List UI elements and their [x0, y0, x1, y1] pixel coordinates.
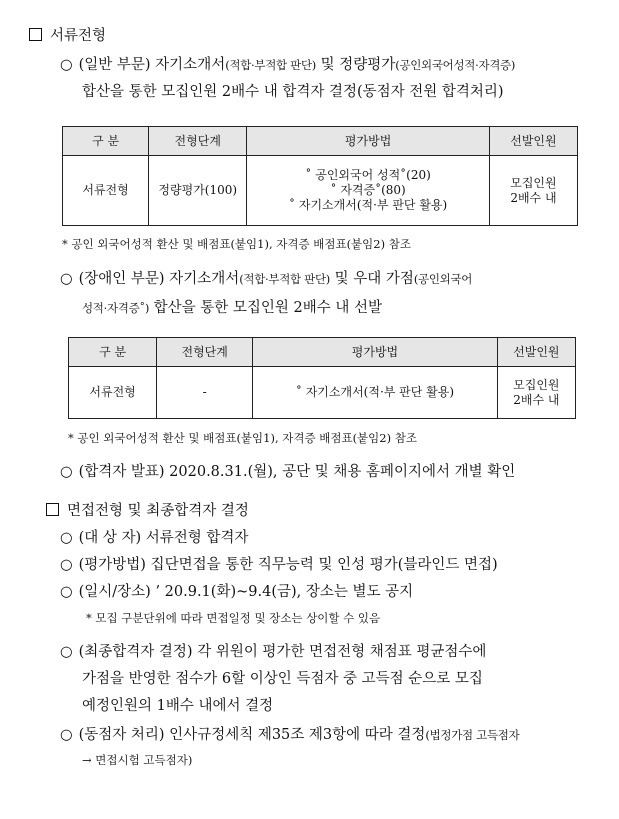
general-track-label: (일반 부문) — [78, 57, 151, 73]
header-category: 구 분 — [63, 127, 149, 156]
p1-text-a: 자기소개서 — [150, 57, 226, 73]
list-item — [60, 553, 498, 574]
note-conversion-table: * 공인 외국어성적 환산 및 배점표(붙임1), 자격증 배점표(붙임2) 참조 — [62, 237, 411, 251]
header-method: 평가방법 — [253, 338, 497, 367]
square-bullet-icon — [29, 28, 42, 41]
circle-bullet-icon: ○ — [60, 584, 73, 600]
circle-bullet-icon: ○ — [60, 57, 73, 73]
cell-category: 서류전형 — [63, 156, 149, 226]
cell-method — [247, 156, 490, 226]
screening-table-general — [62, 126, 578, 226]
cell-quota — [497, 367, 575, 419]
header-method: 평가방법 — [247, 127, 490, 156]
quota-line: 2배수 내 — [513, 392, 560, 407]
circle-bullet-icon: ○ — [60, 530, 73, 546]
method-line: ˚ 공인외국어 성적˚(20) — [305, 168, 431, 182]
note-interview-schedule: * 모집 구분단위에 따라 면접일정 및 장소는 상이할 수 있음 — [86, 611, 381, 625]
header-stage: 전형단계 — [149, 127, 247, 156]
table-row — [63, 156, 578, 226]
p1-text-b: (적합·부적합 판단) — [225, 58, 316, 72]
p2-text-d: (공인외국어 — [413, 272, 473, 286]
circle-bullet-icon: ○ — [60, 464, 73, 480]
p2-line2-a: 성적·자격증˚) — [82, 301, 150, 315]
announcement-paragraph — [60, 460, 515, 481]
announcement-text: (합격자 발표) 2020.8.31.(월), 공단 및 채용 홈페이지에서 개별 확인 — [78, 464, 516, 480]
p2-text-b: (적합·부적합 판단) — [239, 272, 330, 286]
method-line: ˚ 자기소개서(적·부 판단 활용) — [289, 198, 448, 212]
cell-stage: 정량평가(100) — [149, 156, 247, 226]
disability-track-label: (장애인 부문) — [78, 271, 165, 287]
cell-method: ˚ 자기소개서(적·부 판단 활용) — [253, 367, 497, 419]
method-line: ˚ 자격증˚(80) — [330, 183, 406, 197]
header-quota: 선발인원 — [497, 338, 575, 367]
disability-track-paragraph-line2 — [82, 296, 382, 317]
general-track-paragraph-line1 — [60, 53, 515, 74]
header-stage: 전형단계 — [157, 338, 253, 367]
screening-table-disability — [68, 337, 576, 419]
tie-handling-line2: → 면접시험 고득점자) — [82, 753, 193, 767]
general-track-paragraph-line2: 합산을 통한 모집인원 2배수 내 합격자 결정(동점자 전원 합격처리) — [82, 84, 504, 100]
header-quota: 선발인원 — [489, 127, 577, 156]
circle-bullet-icon: ○ — [60, 271, 73, 287]
list-item — [60, 526, 248, 547]
quota-line: 모집인원 — [510, 175, 557, 190]
section-title-document-screening — [29, 24, 106, 45]
header-category: 구 분 — [69, 338, 157, 367]
quota-line: 모집인원 — [513, 377, 560, 392]
cell-category: 서류전형 — [69, 367, 157, 419]
circle-bullet-icon: ○ — [60, 727, 73, 743]
p2-text-a: 자기소개서 — [164, 271, 240, 287]
square-bullet-icon — [46, 503, 59, 516]
list-item-text: (일시/장소) ’ 20.9.1(화)~9.4(금), 장소는 별도 공지 — [78, 584, 414, 600]
list-item-text: (대 상 자) 서류전형 합격자 — [78, 530, 249, 546]
list-item-text: (평가방법) 집단면접을 통한 직무능력 및 인성 평가(블라인드 면접) — [78, 557, 498, 573]
p2-text-c: 및 우대 가점 — [329, 271, 414, 287]
table-header-row — [69, 338, 576, 367]
tie-handling-note: (법정가점 고득점자 — [425, 728, 520, 742]
p2-line2-b: 합산을 통한 모집인원 2배수 내 선발 — [149, 300, 383, 316]
note-conversion-table: * 공인 외국어성적 환산 및 배점표(붙임1), 자격증 배점표(붙임2) 참조 — [68, 431, 417, 445]
final-decision-text: (최종합격자 결정) 각 위원이 평가한 면접전형 채점표 평균점수에 — [78, 644, 487, 660]
circle-bullet-icon: ○ — [60, 644, 73, 660]
cell-stage: - — [157, 367, 253, 419]
circle-bullet-icon: ○ — [60, 557, 73, 573]
final-decision-line2: 가점을 반영한 점수가 6할 이상인 득점자 중 고득점 순으로 모집 — [82, 671, 483, 687]
section-title-text: 면접전형 및 최종합격자 결정 — [67, 503, 249, 519]
table-header-row — [63, 127, 578, 156]
p1-text-d: (공인외국어성적·자격증) — [395, 58, 516, 72]
final-decision-line1 — [60, 640, 486, 661]
disability-track-paragraph-line1 — [60, 267, 472, 288]
section-title-interview — [46, 499, 249, 520]
tie-handling-line1 — [60, 723, 519, 744]
table-row — [69, 367, 576, 419]
cell-quota — [489, 156, 577, 226]
tie-handling-text: (동점자 처리) 인사규정세칙 제35조 제3항에 따라 결정 — [78, 727, 426, 743]
p1-text-c: 및 정량평가 — [315, 57, 396, 73]
list-item — [60, 580, 413, 601]
section-title-text: 서류전형 — [50, 28, 107, 44]
final-decision-line3: 예정인원의 1배수 내에서 결정 — [82, 698, 274, 714]
quota-line: 2배수 내 — [510, 190, 557, 205]
